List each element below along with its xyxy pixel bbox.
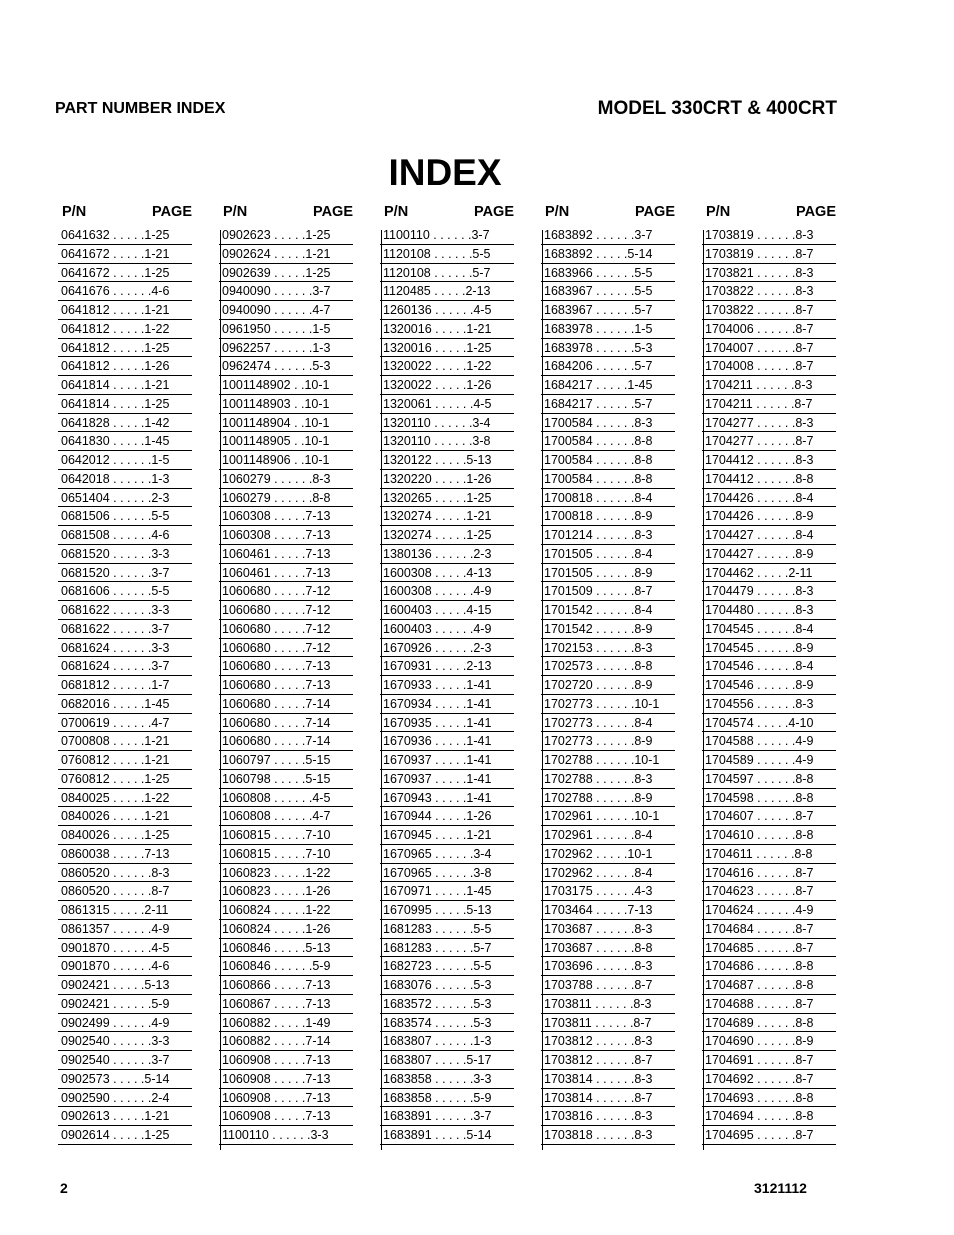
index-entry: 0902623 . . . . .1-25 [219, 226, 353, 245]
index-entry: 0651404 . . . . . .2-3 [58, 489, 192, 508]
index-entry: 0962474 . . . . . .5-3 [219, 357, 353, 376]
index-entry: 0681508 . . . . . .4-6 [58, 526, 192, 545]
index-entry: 1320022 . . . . .1-22 [380, 357, 514, 376]
index-entry: 1704462 . . . . .2-11 [702, 564, 836, 583]
index-entry: 1703822 . . . . . .8-3 [702, 282, 836, 301]
index-entry: 1060808 . . . . . .4-5 [219, 789, 353, 808]
index-entry: 1704685 . . . . . .8-7 [702, 939, 836, 958]
column-header-pn: P/N [223, 204, 248, 220]
index-entry: 0760812 . . . . .1-21 [58, 751, 192, 770]
index-entry: 1702573 . . . . . .8-8 [541, 657, 675, 676]
index-entry: 1600308 . . . . .4-13 [380, 564, 514, 583]
index-entry: 1700818 . . . . . .8-4 [541, 489, 675, 508]
index-entry: 1700584 . . . . . .8-3 [541, 414, 675, 433]
index-entry: 1683076 . . . . . .5-3 [380, 976, 514, 995]
index-entry: 0681606 . . . . . .5-5 [58, 582, 192, 601]
index-entry: 1701542 . . . . . .8-4 [541, 601, 675, 620]
index-entry: 1704574 . . . . .4-10 [702, 714, 836, 733]
index-entry: 1704693 . . . . . .8-8 [702, 1089, 836, 1108]
column-header [380, 202, 514, 226]
index-entry: 0902421 . . . . . .5-9 [58, 995, 192, 1014]
index-entry: 1702153 . . . . . .8-3 [541, 639, 675, 658]
index-entry: 1704546 . . . . . .8-9 [702, 676, 836, 695]
index-entry: 0902421 . . . . .5-13 [58, 976, 192, 995]
index-entry: 0641676 . . . . . .4-6 [58, 282, 192, 301]
index-entry: 1320061 . . . . . .4-5 [380, 395, 514, 414]
index-entry: 0641830 . . . . .1-45 [58, 432, 192, 451]
index-entry: 0641814 . . . . .1-21 [58, 376, 192, 395]
document-number: 3121112 [754, 1180, 807, 1196]
column-header-page: PAGE [312, 204, 353, 220]
index-entry: 0681520 . . . . . .3-7 [58, 564, 192, 583]
index-entry: 1704607 . . . . . .8-7 [702, 807, 836, 826]
index-entry: 1060824 . . . . .1-22 [219, 901, 353, 920]
index-entry: 1670943 . . . . .1-41 [380, 789, 514, 808]
index-entry: 1600403 . . . . . .4-9 [380, 620, 514, 639]
index-entry: 1704211 . . . . . .8-3 [702, 376, 836, 395]
index-entry: 0861357 . . . . . .4-9 [58, 920, 192, 939]
index-entry: 1100110 . . . . . .3-7 [380, 226, 514, 245]
index-entry: 1704691 . . . . . .8-7 [702, 1051, 836, 1070]
index-entry: 1320274 . . . . .1-25 [380, 526, 514, 545]
index-entry: 1700818 . . . . . .8-9 [541, 507, 675, 526]
index-entry: 1001148906 . .10-1 [219, 451, 353, 470]
column-header-page: PAGE [473, 204, 514, 220]
index-entry: 1702788 . . . . . .8-3 [541, 770, 675, 789]
index-entry: 1060824 . . . . .1-26 [219, 920, 353, 939]
index-entry: 1060680 . . . . .7-12 [219, 620, 353, 639]
index-entry: 1320122 . . . . .5-13 [380, 451, 514, 470]
index-entry: 1683967 . . . . . .5-5 [541, 282, 675, 301]
index-entry: 0840026 . . . . .1-21 [58, 807, 192, 826]
index-entry: 0962257 . . . . . .1-3 [219, 339, 353, 358]
index-entry: 1703816 . . . . . .8-3 [541, 1107, 675, 1126]
index-entry: 1670937 . . . . .1-41 [380, 770, 514, 789]
index-entry: 0700808 . . . . .1-21 [58, 732, 192, 751]
column-header [702, 202, 836, 226]
index-entry: 0940090 . . . . . .3-7 [219, 282, 353, 301]
index-entry: 1320016 . . . . .1-21 [380, 320, 514, 339]
index-entry: 0641632 . . . . .1-25 [58, 226, 192, 245]
index-entry: 1670936 . . . . .1-41 [380, 732, 514, 751]
index-entry: 1704623 . . . . . .8-7 [702, 882, 836, 901]
index-entry: 1703819 . . . . . .8-7 [702, 245, 836, 264]
column-header-pn: P/N [545, 204, 570, 220]
index-entry: 1670926 . . . . . .2-3 [380, 639, 514, 658]
index-entry: 1700584 . . . . . .8-8 [541, 451, 675, 470]
index-entry: 1704588 . . . . . .4-9 [702, 732, 836, 751]
column-divider [381, 230, 382, 1150]
column-header [541, 202, 675, 226]
index-entry: 0642012 . . . . . .1-5 [58, 451, 192, 470]
column-header-page: PAGE [151, 204, 192, 220]
index-entry: 1704545 . . . . . .8-4 [702, 620, 836, 639]
index-entry: 1703696 . . . . . .8-3 [541, 957, 675, 976]
index-entry: 0641812 . . . . .1-21 [58, 301, 192, 320]
index-entry: 1702961 . . . . . .8-4 [541, 826, 675, 845]
index-entry: 1703687 . . . . . .8-8 [541, 939, 675, 958]
index-entry: 1670931 . . . . .2-13 [380, 657, 514, 676]
index-entry: 1703811 . . . . . .8-3 [541, 995, 675, 1014]
index-entry: 0760812 . . . . .1-25 [58, 770, 192, 789]
index-entry: 1060308 . . . . .7-13 [219, 526, 353, 545]
index-entry: 1060279 . . . . . .8-8 [219, 489, 353, 508]
index-entry: 0641672 . . . . .1-21 [58, 245, 192, 264]
index-entry: 1683858 . . . . . .5-9 [380, 1089, 514, 1108]
index-entry: 1600308 . . . . . .4-9 [380, 582, 514, 601]
index-entry: 1060908 . . . . .7-13 [219, 1070, 353, 1089]
index-entry: 1704689 . . . . . .8-8 [702, 1014, 836, 1033]
index-entry: 0681812 . . . . . .1-7 [58, 676, 192, 695]
index-entry: 1380136 . . . . . .2-3 [380, 545, 514, 564]
index-entry: 1670944 . . . . .1-26 [380, 807, 514, 826]
index-entry: 1670933 . . . . .1-41 [380, 676, 514, 695]
index-entry: 1060680 . . . . .7-13 [219, 676, 353, 695]
index-entry: 1703814 . . . . . .8-7 [541, 1089, 675, 1108]
index-entry: 1320274 . . . . .1-21 [380, 507, 514, 526]
section-header: PART NUMBER INDEX [55, 100, 226, 117]
index-entry: 1683978 . . . . . .1-5 [541, 320, 675, 339]
index-entry: 1703464 . . . . .7-13 [541, 901, 675, 920]
index-entry: 1702961 . . . . . .10-1 [541, 807, 675, 826]
index-entry: 1701509 . . . . . .8-7 [541, 582, 675, 601]
index-entry: 0840025 . . . . .1-22 [58, 789, 192, 808]
index-entry: 0860038 . . . . .7-13 [58, 845, 192, 864]
index-entry: 0860520 . . . . . .8-3 [58, 864, 192, 883]
index-entry: 1060808 . . . . . .4-7 [219, 807, 353, 826]
index-column-2 [219, 202, 353, 1150]
index-entry: 0860520 . . . . . .8-7 [58, 882, 192, 901]
index-entry: 0641812 . . . . .1-26 [58, 357, 192, 376]
index-entry: 1670934 . . . . .1-41 [380, 695, 514, 714]
index-entry: 1060823 . . . . .1-26 [219, 882, 353, 901]
index-entry: 1704610 . . . . . .8-8 [702, 826, 836, 845]
page-number: 2 [60, 1180, 68, 1196]
index-entry: 1701505 . . . . . .8-4 [541, 545, 675, 564]
index-entry: 1704426 . . . . . .8-9 [702, 507, 836, 526]
index-column-4 [541, 202, 675, 1150]
index-entry: 1701214 . . . . . .8-3 [541, 526, 675, 545]
index-entry: 1702788 . . . . . .10-1 [541, 751, 675, 770]
index-entry: 1670971 . . . . .1-45 [380, 882, 514, 901]
index-entry: 1060680 . . . . .7-14 [219, 714, 353, 733]
column-header-pn: P/N [706, 204, 731, 220]
index-entry: 0961950 . . . . . .1-5 [219, 320, 353, 339]
index-entry: 1703687 . . . . . .8-3 [541, 920, 675, 939]
index-entry: 1060815 . . . . .7-10 [219, 845, 353, 864]
index-entry: 1060308 . . . . .7-13 [219, 507, 353, 526]
index-entry: 1060680 . . . . .7-14 [219, 695, 353, 714]
index-entry: 1060846 . . . . .5-13 [219, 939, 353, 958]
index-entry: 1683574 . . . . . .5-3 [380, 1014, 514, 1033]
index-entry: 1060680 . . . . .7-12 [219, 639, 353, 658]
index-entry: 0681520 . . . . . .3-3 [58, 545, 192, 564]
index-entry: 1702962 . . . . .10-1 [541, 845, 675, 864]
model-header: MODEL 330CRT & 400CRT [597, 98, 837, 119]
column-header [219, 202, 353, 226]
index-entry: 1704427 . . . . . .8-4 [702, 526, 836, 545]
index-column-3 [380, 202, 514, 1150]
index-entry: 0902613 . . . . .1-21 [58, 1107, 192, 1126]
index-entry: 1704694 . . . . . .8-8 [702, 1107, 836, 1126]
index-entry: 1060867 . . . . .7-13 [219, 995, 353, 1014]
column-header [58, 202, 192, 226]
index-entry: 1704695 . . . . . .8-7 [702, 1126, 836, 1145]
index-entry: 1703175 . . . . . .4-3 [541, 882, 675, 901]
index-entry: 1060680 . . . . .7-12 [219, 582, 353, 601]
index-entry: 1704479 . . . . . .8-3 [702, 582, 836, 601]
index-entry: 1704611 . . . . . .8-8 [702, 845, 836, 864]
index-entry: 1704589 . . . . . .4-9 [702, 751, 836, 770]
index-entry: 1670945 . . . . .1-21 [380, 826, 514, 845]
column-header-page: PAGE [634, 204, 675, 220]
index-entry: 1704426 . . . . . .8-4 [702, 489, 836, 508]
index-entry: 1060680 . . . . .7-13 [219, 657, 353, 676]
index-entry: 1320220 . . . . .1-26 [380, 470, 514, 489]
index-entry: 1704597 . . . . . .8-8 [702, 770, 836, 789]
index-entry: 1702773 . . . . . .10-1 [541, 695, 675, 714]
index-entry: 1704008 . . . . . .8-7 [702, 357, 836, 376]
index-entry: 1704277 . . . . . .8-3 [702, 414, 836, 433]
index-entry: 1600403 . . . . .4-15 [380, 601, 514, 620]
page-title: INDEX [388, 152, 502, 193]
index-entry: 1700584 . . . . . .8-8 [541, 432, 675, 451]
index-entry: 0902573 . . . . .5-14 [58, 1070, 192, 1089]
index-entry: 0902540 . . . . . .3-7 [58, 1051, 192, 1070]
column-header-pn: P/N [62, 204, 87, 220]
index-entry: 1060866 . . . . .7-13 [219, 976, 353, 995]
index-entry: 0641814 . . . . .1-25 [58, 395, 192, 414]
index-entry: 1704684 . . . . . .8-7 [702, 920, 836, 939]
index-entry: 1704546 . . . . . .8-4 [702, 657, 836, 676]
index-entry: 0902499 . . . . . .4-9 [58, 1014, 192, 1033]
index-entry: 1001148902 . .10-1 [219, 376, 353, 395]
index-column-1 [58, 202, 192, 1150]
column-divider [220, 230, 221, 1150]
index-entry: 0641672 . . . . .1-25 [58, 264, 192, 283]
index-entry: 1684217 . . . . .1-45 [541, 376, 675, 395]
index-entry: 1703819 . . . . . .8-3 [702, 226, 836, 245]
index-entry: 1100110 . . . . . .3-3 [219, 1126, 353, 1145]
index-entry: 0681622 . . . . . .3-7 [58, 620, 192, 639]
index-entry: 1703822 . . . . . .8-7 [702, 301, 836, 320]
index-entry: 1683967 . . . . . .5-7 [541, 301, 675, 320]
index-entry: 1001148903 . .10-1 [219, 395, 353, 414]
index-entry: 1001148905 . .10-1 [219, 432, 353, 451]
index-entry: 0682016 . . . . .1-45 [58, 695, 192, 714]
index-entry: 0642018 . . . . . .1-3 [58, 470, 192, 489]
index-entry: 1060823 . . . . .1-22 [219, 864, 353, 883]
column-divider [703, 230, 704, 1150]
index-entry: 1670965 . . . . . .3-4 [380, 845, 514, 864]
index-entry: 1683966 . . . . . .5-5 [541, 264, 675, 283]
index-entry: 1320110 . . . . . .3-4 [380, 414, 514, 433]
index-entry: 1704616 . . . . . .8-7 [702, 864, 836, 883]
index-entry: 1260136 . . . . . .4-5 [380, 301, 514, 320]
index-entry: 1684217 . . . . . .5-7 [541, 395, 675, 414]
index-entry: 1683891 . . . . . .3-7 [380, 1107, 514, 1126]
column-divider [542, 230, 543, 1150]
column-header-page: PAGE [795, 204, 836, 220]
index-entry: 1702773 . . . . . .8-9 [541, 732, 675, 751]
index-entry: 0940090 . . . . . .4-7 [219, 301, 353, 320]
index-entry: 1703814 . . . . . .8-3 [541, 1070, 675, 1089]
index-entry: 1702788 . . . . . .8-9 [541, 789, 675, 808]
index-entry: 0902639 . . . . .1-25 [219, 264, 353, 283]
index-entry: 1060882 . . . . .7-14 [219, 1032, 353, 1051]
index-entry: 0901870 . . . . . .4-5 [58, 939, 192, 958]
index-entry: 1060908 . . . . .7-13 [219, 1051, 353, 1070]
index-entry: 1120108 . . . . . .5-7 [380, 264, 514, 283]
index-entry: 1670937 . . . . .1-41 [380, 751, 514, 770]
index-entry: 1683858 . . . . . .3-3 [380, 1070, 514, 1089]
index-entry: 1704687 . . . . . .8-8 [702, 976, 836, 995]
index-entry: 1681283 . . . . . .5-5 [380, 920, 514, 939]
index-entry: 1704598 . . . . . .8-8 [702, 789, 836, 808]
index-entry: 1320016 . . . . .1-25 [380, 339, 514, 358]
index-entry: 1060680 . . . . .7-12 [219, 601, 353, 620]
index-entry: 1060279 . . . . . .8-3 [219, 470, 353, 489]
index-entry: 1701542 . . . . . .8-9 [541, 620, 675, 639]
index-entry: 1704277 . . . . . .8-7 [702, 432, 836, 451]
index-entry: 1001148904 . .10-1 [219, 414, 353, 433]
index-entry: 1120108 . . . . . .5-5 [380, 245, 514, 264]
index-entry: 1704688 . . . . . .8-7 [702, 995, 836, 1014]
index-entry: 1704427 . . . . . .8-9 [702, 545, 836, 564]
index-entry: 0840026 . . . . .1-25 [58, 826, 192, 845]
index-entry: 0681624 . . . . . .3-3 [58, 639, 192, 658]
index-entry: 0902590 . . . . . .2-4 [58, 1089, 192, 1108]
index-entry: 0902624 . . . . .1-21 [219, 245, 353, 264]
index-entry: 1683807 . . . . .5-17 [380, 1051, 514, 1070]
index-entry: 1704007 . . . . . .8-7 [702, 339, 836, 358]
index-entry: 0681506 . . . . . .5-5 [58, 507, 192, 526]
index-entry: 0861315 . . . . .2-11 [58, 901, 192, 920]
index-entry: 0681624 . . . . . .3-7 [58, 657, 192, 676]
index-entry: 1670965 . . . . . .3-8 [380, 864, 514, 883]
index-entry: 1704412 . . . . . .8-8 [702, 470, 836, 489]
index-entry: 1704686 . . . . . .8-8 [702, 957, 836, 976]
index-entry: 1704556 . . . . . .8-3 [702, 695, 836, 714]
index-entry: 1060908 . . . . .7-13 [219, 1107, 353, 1126]
index-entry: 1704545 . . . . . .8-9 [702, 639, 836, 658]
index-entry: 1683892 . . . . . .3-7 [541, 226, 675, 245]
index-entry: 1060797 . . . . .5-15 [219, 751, 353, 770]
index-entry: 1682723 . . . . . .5-5 [380, 957, 514, 976]
index-entry: 1060680 . . . . .7-14 [219, 732, 353, 751]
index-entry: 1060846 . . . . . .5-9 [219, 957, 353, 976]
index-entry: 1702720 . . . . . .8-9 [541, 676, 675, 695]
index-entry: 1320022 . . . . .1-26 [380, 376, 514, 395]
index-column-5 [702, 202, 836, 1150]
index-entry: 0901870 . . . . . .4-6 [58, 957, 192, 976]
index-entry: 1703812 . . . . . .8-3 [541, 1032, 675, 1051]
index-entry: 0700619 . . . . . .4-7 [58, 714, 192, 733]
index-entry: 1060882 . . . . .1-49 [219, 1014, 353, 1033]
index-entry: 1704480 . . . . . .8-3 [702, 601, 836, 620]
index-entry: 1683892 . . . . .5-14 [541, 245, 675, 264]
index-entry: 1703811 . . . . . .8-7 [541, 1014, 675, 1033]
index-entry: 1702962 . . . . . .8-4 [541, 864, 675, 883]
index-entry: 0641812 . . . . .1-25 [58, 339, 192, 358]
index-entry: 1683891 . . . . .5-14 [380, 1126, 514, 1145]
index-entry: 1060815 . . . . .7-10 [219, 826, 353, 845]
index-entry: 1060461 . . . . .7-13 [219, 545, 353, 564]
index-entry: 0641812 . . . . .1-22 [58, 320, 192, 339]
index-entry: 1683807 . . . . . .1-3 [380, 1032, 514, 1051]
index-entry: 1703821 . . . . . .8-3 [702, 264, 836, 283]
index-entry: 1704006 . . . . . .8-7 [702, 320, 836, 339]
index-entry: 0641828 . . . . .1-42 [58, 414, 192, 433]
index-entry: 1060908 . . . . .7-13 [219, 1089, 353, 1108]
index-entry: 1060798 . . . . .5-15 [219, 770, 353, 789]
index-entry: 1670995 . . . . .5-13 [380, 901, 514, 920]
column-header-pn: P/N [384, 204, 409, 220]
index-entry: 1703788 . . . . . .8-7 [541, 976, 675, 995]
index-entry: 1701505 . . . . . .8-9 [541, 564, 675, 583]
index-entry: 1681283 . . . . . .5-7 [380, 939, 514, 958]
index-entry: 1704692 . . . . . .8-7 [702, 1070, 836, 1089]
index-entry: 1700584 . . . . . .8-8 [541, 470, 675, 489]
index-entry: 0902614 . . . . .1-25 [58, 1126, 192, 1145]
index-columns [58, 202, 838, 1150]
index-entry: 0681622 . . . . . .3-3 [58, 601, 192, 620]
index-entry: 1702773 . . . . . .8-4 [541, 714, 675, 733]
index-entry: 1683978 . . . . . .5-3 [541, 339, 675, 358]
index-entry: 1683572 . . . . . .5-3 [380, 995, 514, 1014]
index-entry: 1684206 . . . . . .5-7 [541, 357, 675, 376]
index-entry: 0902540 . . . . . .3-3 [58, 1032, 192, 1051]
index-entry: 1704624 . . . . . .4-9 [702, 901, 836, 920]
index-entry: 1704412 . . . . . .8-3 [702, 451, 836, 470]
index-entry: 1320110 . . . . . .3-8 [380, 432, 514, 451]
index-entry: 1320265 . . . . .1-25 [380, 489, 514, 508]
index-entry: 1704211 . . . . . .8-7 [702, 395, 836, 414]
index-entry: 1704690 . . . . . .8-9 [702, 1032, 836, 1051]
index-entry: 1060461 . . . . .7-13 [219, 564, 353, 583]
index-entry: 1703818 . . . . . .8-3 [541, 1126, 675, 1145]
index-entry: 1120485 . . . . .2-13 [380, 282, 514, 301]
index-entry: 1670935 . . . . .1-41 [380, 714, 514, 733]
index-entry: 1703812 . . . . . .8-7 [541, 1051, 675, 1070]
